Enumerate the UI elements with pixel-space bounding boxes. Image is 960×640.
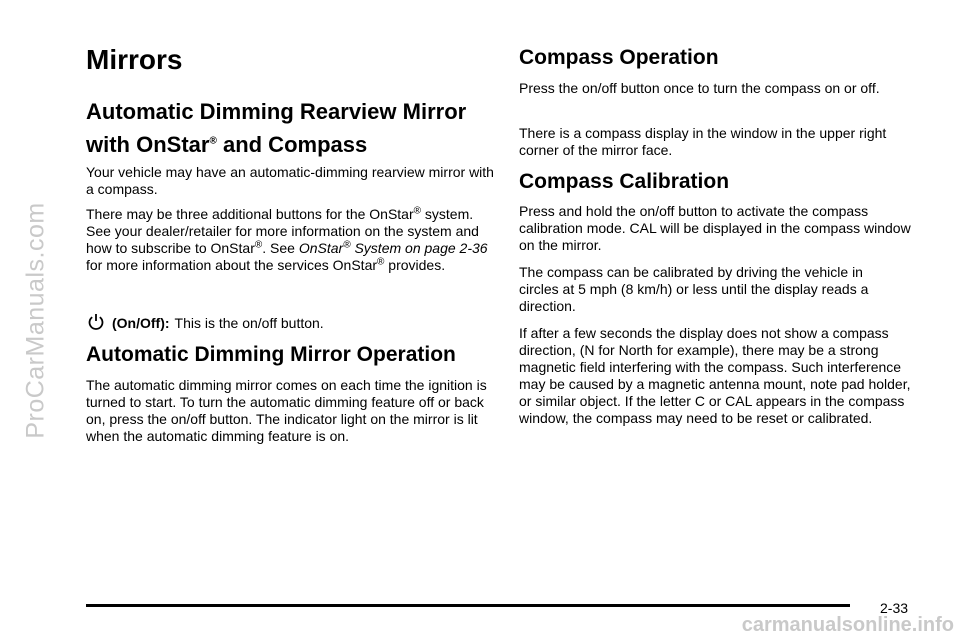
onstar-xref-link[interactable] xyxy=(299,240,488,256)
compass-calibration-p1: Press and hold the on/off button to activate the compass calibration mode. CAL will be displayed in the compass window on the mirror. xyxy=(519,203,911,253)
onoff-label: (On/Off): xyxy=(112,315,170,331)
onoff-text-line xyxy=(112,312,324,332)
footer-rule xyxy=(86,604,850,607)
reg-mark: ® xyxy=(413,205,422,217)
intro-paragraph: Your vehicle may have an automatic-dimming rearview mirror with a compass. xyxy=(86,164,494,197)
site-watermark: carmanualsonline.info xyxy=(741,614,954,636)
buttons-text-a: There may be three additional buttons for the OnStar xyxy=(86,206,414,222)
buttons-text-d: for more information about the services OnStar xyxy=(86,257,378,273)
page-number: 2-33 xyxy=(880,600,909,616)
dimming-operation-title: Automatic Dimming Mirror Operation xyxy=(86,343,456,366)
compass-calibration-p2: The compass can be calibrated by driving the vehicle in circles at 5 mph (8 km/h) or less until the display reads a direction. xyxy=(519,264,869,314)
compass-calibration-p3: If after a few seconds the display does not show a compass direction, (N for North for example), there may be a strong magnetic field interfering with the compass. Such interference may be caused by a magnetic antenna mount, note pad holder, or similar object. If the letter C or CAL appears in the compass window, the compass may need to be reset or calibrated. xyxy=(519,325,911,426)
compass-operation-p2: There is a compass display in the window in the upper right corner of the mirror face. xyxy=(519,125,887,158)
watermark-text: ProCarManuals.com xyxy=(21,201,50,439)
xref-text-a: OnStar xyxy=(298,240,344,256)
buttons-text-b: system. See your dealer/retailer for more information on the system and how to subscribe to OnStar xyxy=(86,206,479,256)
power-icon xyxy=(86,312,106,332)
buttons-paragraph xyxy=(86,206,494,274)
reg-mark: ® xyxy=(343,239,351,251)
reg-mark: ® xyxy=(254,239,263,251)
onoff-row xyxy=(86,312,494,332)
section-title-part1: Automatic Dimming Rearview Mirror with OnStar xyxy=(86,99,467,157)
dimming-operation-paragraph: The automatic dimming mirror comes on each time the ignition is turned to start. To turn the automatic dimming feature off or back on, press the on/off button. The indicator light on the mirror is lit when the automatic dimming feature is on. xyxy=(86,377,487,444)
section-title-reg: ® xyxy=(209,135,217,147)
reg-mark: ® xyxy=(377,256,385,268)
buttons-text-c: . See xyxy=(262,240,295,256)
onoff-description: This is the on/off button. xyxy=(174,315,324,331)
section-title xyxy=(86,95,494,161)
section-title-part2: and Compass xyxy=(222,132,368,157)
page-title: Mirrors xyxy=(86,44,183,75)
buttons-text-e: provides. xyxy=(388,257,446,273)
compass-operation-p1: Press the on/off button once to turn the compass on or off. xyxy=(519,80,880,96)
side-watermark xyxy=(6,0,66,640)
compass-operation-title: Compass Operation xyxy=(519,46,719,69)
xref-text-b: System on page 2-36 xyxy=(354,240,488,256)
compass-calibration-title: Compass Calibration xyxy=(519,170,730,193)
